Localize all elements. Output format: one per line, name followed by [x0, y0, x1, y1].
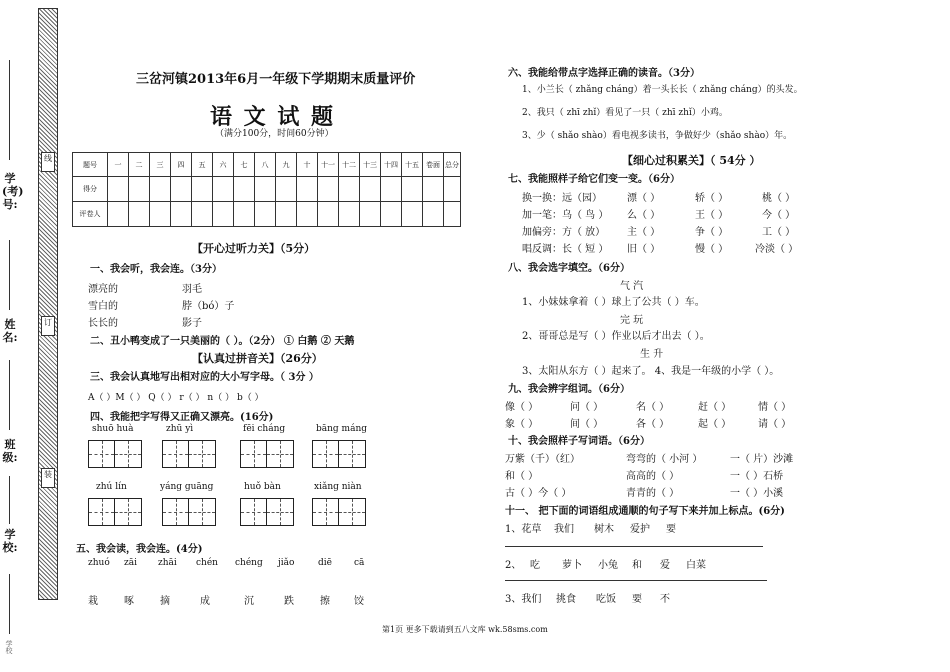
- q1-left-item: 雪白的: [88, 301, 118, 312]
- score-head-cell: 卷面: [423, 153, 444, 177]
- page-footer: 第1页 更多下载请到五八文库 wk.58sms.com: [382, 625, 548, 634]
- q5-pinyin: diē: [318, 558, 332, 568]
- q5-char: 栽: [88, 596, 98, 607]
- q11-word: 我们: [554, 524, 574, 535]
- q8-line: 1、小妹妹拿着（ ）球上了公共（ ）车。: [522, 297, 705, 308]
- q7-item: 么（ ）: [627, 210, 661, 221]
- q4-pinyin: zhū yì: [166, 424, 194, 434]
- score-head-cell: 八: [255, 153, 276, 177]
- q11-word: 小兔: [598, 560, 618, 571]
- score-head-cell: 十五: [402, 153, 423, 177]
- q11-word: 树木: [594, 524, 614, 535]
- score-head-cell: 七: [234, 153, 255, 177]
- writing-grid[interactable]: [312, 440, 366, 468]
- q11-word: 1、花草: [505, 524, 542, 535]
- q1-left-item: 长长的: [88, 318, 118, 329]
- question-9: 九、我会辨字组词。（6分）: [508, 384, 630, 395]
- writing-grid[interactable]: [162, 440, 216, 468]
- writing-grid[interactable]: [88, 440, 142, 468]
- q8-line: 2、哥哥总是写（ ）作业以后才出去（ ）。: [522, 331, 710, 342]
- q5-char: 成: [200, 596, 210, 607]
- score-head-cell: 十四: [381, 153, 402, 177]
- score-head-cell: 九: [276, 153, 297, 177]
- q5-char: 摘: [160, 596, 170, 607]
- q10-item: 青青的（ ）: [626, 488, 680, 499]
- side-name-label: 姓名:: [2, 318, 18, 344]
- q7-item: 桃（ ）: [762, 193, 796, 204]
- answer-line[interactable]: [505, 580, 767, 581]
- q5-pinyin: chéng: [235, 558, 263, 568]
- subject-title: 语 文 试 题: [210, 104, 335, 130]
- q7-item: 工（ ）: [762, 227, 796, 238]
- q9-item: 起（ ）: [698, 419, 732, 430]
- q10-item: 古（ ）今（ ）: [505, 488, 572, 499]
- q4-pinyin: huǒ bàn: [244, 482, 281, 492]
- q11-word: 吃饭: [596, 594, 616, 605]
- writing-grid[interactable]: [240, 498, 294, 526]
- score-head-cell: 五: [192, 153, 213, 177]
- q7-item: 主（ ）: [627, 227, 661, 238]
- q9-item: 间（ ）: [570, 419, 604, 430]
- q7-item: 旧（ ）: [627, 244, 661, 255]
- q5-char: 啄: [124, 596, 134, 607]
- q5-pinyin: zāi: [124, 558, 137, 568]
- score-row-label: 评卷人: [73, 202, 108, 227]
- q10-item: 一（ 片）沙滩: [730, 454, 794, 465]
- side-rule: [9, 360, 10, 430]
- score-head-cell: 十一: [318, 153, 339, 177]
- q7-item: 王（ ）: [695, 210, 729, 221]
- seal-line-label: 线: [41, 152, 55, 172]
- side-school-label: 学校:: [2, 528, 18, 554]
- score-head-cell: 二: [129, 153, 150, 177]
- score-head-cell: 四: [171, 153, 192, 177]
- question-4: 四、我能把字写得又正确又漂亮。(16分): [90, 412, 274, 423]
- q9-item: 请（ ）: [758, 419, 792, 430]
- score-head-cell: 总分: [444, 153, 461, 177]
- question-7: 七、我能照样子给它们变一变。（6分）: [508, 174, 680, 185]
- side-rule: [9, 476, 10, 524]
- q1-right-item: 羽毛: [182, 284, 202, 295]
- q7-item: 换一换：远（园）: [522, 193, 602, 204]
- q11-word: 吃: [530, 560, 540, 571]
- score-head-cell: 三: [150, 153, 171, 177]
- side-class-label: 班级:: [2, 438, 18, 464]
- q1-right-item: 影子: [182, 318, 202, 329]
- q10-item: 弯弯的（ 小河 ）: [626, 454, 703, 465]
- q7-item: 冷淡（ ）: [755, 244, 799, 255]
- q7-item: 唱反调：长（ 短 ）: [522, 244, 609, 255]
- q5-pinyin: zhuó: [88, 558, 110, 568]
- q10-item: 和（ ）: [505, 471, 539, 482]
- score-head-cell: 十二: [339, 153, 360, 177]
- q8-choices: 生 升: [640, 349, 664, 360]
- writing-grid[interactable]: [240, 440, 294, 468]
- q4-pinyin: yáng guāng: [160, 482, 214, 492]
- q5-pinyin: cā: [354, 558, 365, 568]
- exam-title: 三岔河镇2013年6月一年级下学期期末质量评价: [136, 72, 416, 87]
- answer-line[interactable]: [505, 546, 763, 547]
- seal-bind-label: 订: [41, 316, 55, 336]
- score-head-cell: 题号: [73, 153, 108, 177]
- q11-word: 挑食: [556, 594, 576, 605]
- q7-item: 加偏旁：方（ 放）: [522, 227, 606, 238]
- side-rule: [9, 240, 10, 310]
- q1-right-item: 脖（bó）子: [182, 301, 235, 312]
- q5-pinyin: zhāi: [158, 558, 177, 568]
- q4-pinyin: xiǎng niàn: [314, 482, 362, 492]
- q5-pinyin: chén: [196, 558, 218, 568]
- q9-item: 像（ ）: [505, 402, 539, 413]
- q7-item: 争（ ）: [695, 227, 729, 238]
- question-8: 八、我会选字填空。（6分）: [508, 263, 630, 274]
- score-head-cell: 一: [108, 153, 129, 177]
- score-head-cell: 六: [213, 153, 234, 177]
- q5-char: 饺: [354, 596, 364, 607]
- q10-item: 一（ ）小溪: [730, 488, 784, 499]
- q4-pinyin: bāng máng: [316, 424, 368, 434]
- q6-line: 1、小兰长（ zhǎng cháng）着一头长长（ zhǎng cháng）的头发。: [522, 85, 803, 95]
- q6-line: 2、我只（ zhī zhǐ）看见了一只（ zhī zhǐ）小鸡。: [522, 108, 728, 118]
- side-number-label: 学(考)号:: [2, 172, 24, 211]
- q4-pinyin: zhú lín: [96, 482, 127, 492]
- q5-pinyin: jiǎo: [278, 558, 295, 568]
- section-listening: 【开心过听力关】（5分）: [192, 242, 316, 255]
- q7-item: 轿（ ）: [695, 193, 729, 204]
- question-3: 三、我会认真地写出相对应的大小写字母。（ 3分 ）: [90, 372, 319, 383]
- q10-item: 万紫（千）（红）: [505, 454, 580, 465]
- score-head-cell: 十三: [360, 153, 381, 177]
- q9-item: 问（ ）: [570, 402, 604, 413]
- q9-item: 象（ ）: [505, 419, 539, 430]
- q6-line: 3、少（ shǎo shào）看电视多读书，争做好少（shǎo shào）年。: [522, 131, 793, 141]
- q11-word: 爱: [660, 560, 670, 571]
- q11-word: 要: [666, 524, 676, 535]
- q5-char: 跌: [284, 596, 294, 607]
- binding-strip: [38, 8, 58, 600]
- question-1: 一、我会听，我会连。（3分）: [90, 264, 222, 275]
- q8-choices: 气 汽: [620, 281, 644, 292]
- score-table: [72, 152, 461, 227]
- section-accumulation: 【细心过积累关】（ 54分 ）: [622, 154, 761, 167]
- q5-char: 擦: [320, 596, 330, 607]
- writing-grid[interactable]: [162, 498, 216, 526]
- q11-word: 和: [632, 560, 642, 571]
- q11-word: 不: [660, 594, 670, 605]
- side-rule: [9, 574, 10, 634]
- q11-word: 萝卜: [562, 560, 582, 571]
- q10-item: 一（ ）石桥: [730, 471, 784, 482]
- question-6: 六、我能给带点字选择正确的读音。（3分）: [508, 68, 700, 79]
- q10-item: 高高的（ ）: [626, 471, 680, 482]
- q4-pinyin: fēi cháng: [243, 424, 286, 434]
- q11-word: 2、: [505, 560, 522, 571]
- q11-word: 白菜: [686, 560, 706, 571]
- writing-grid[interactable]: [88, 498, 142, 526]
- q5-char: 沉: [244, 596, 254, 607]
- side-rule: [9, 60, 10, 160]
- side-tiny-label: 学校: [5, 640, 13, 654]
- q9-item: 情（ ）: [758, 402, 792, 413]
- section-pinyin: 【认真过拼音关】（26分）: [192, 352, 323, 365]
- q9-item: 名（ ）: [636, 402, 670, 413]
- seal-pack-label: 装: [41, 468, 55, 488]
- q7-item: 漂（ ）: [627, 193, 661, 204]
- q11-word: 要: [632, 594, 642, 605]
- question-2: 二、丑小鸭变成了一只美丽的（ ）。（2分） ① 白鹅 ② 天鹅: [90, 336, 355, 347]
- q7-item: 加一笔：乌（ 鸟 ）: [522, 210, 609, 221]
- q8-choices: 完 玩: [620, 315, 644, 326]
- writing-grid[interactable]: [312, 498, 366, 526]
- score-row-label: 得分: [73, 177, 108, 202]
- q11-word: 3、我们: [505, 594, 542, 605]
- question-11: 十一、 把下面的词语组成通顺的句子写下来并加上标点。(6分): [505, 506, 785, 517]
- q11-word: 爱护: [630, 524, 650, 535]
- question-10: 十、我会照样子写词语。（6分）: [508, 436, 650, 447]
- q7-item: 慢（ ）: [695, 244, 729, 255]
- q8-line: 3、太阳从东方（ ）起来了。 4、我是一年级的小学（ ）。: [522, 366, 780, 377]
- exam-info: （满分100分，时间60分钟）: [215, 129, 334, 139]
- score-head-cell: 十: [297, 153, 318, 177]
- q3-letters: A（ ）M（ ） Q（ ） r（ ） n（ ） b（ ）: [88, 393, 264, 403]
- question-5: 五、我会读，我会连。(4分): [76, 544, 203, 555]
- q4-pinyin: shuō huà: [92, 424, 134, 434]
- q1-left-item: 漂亮的: [88, 284, 118, 295]
- q9-item: 各（ ）: [636, 419, 670, 430]
- q9-item: 赶（ ）: [698, 402, 732, 413]
- q7-item: 今（ ）: [762, 210, 796, 221]
